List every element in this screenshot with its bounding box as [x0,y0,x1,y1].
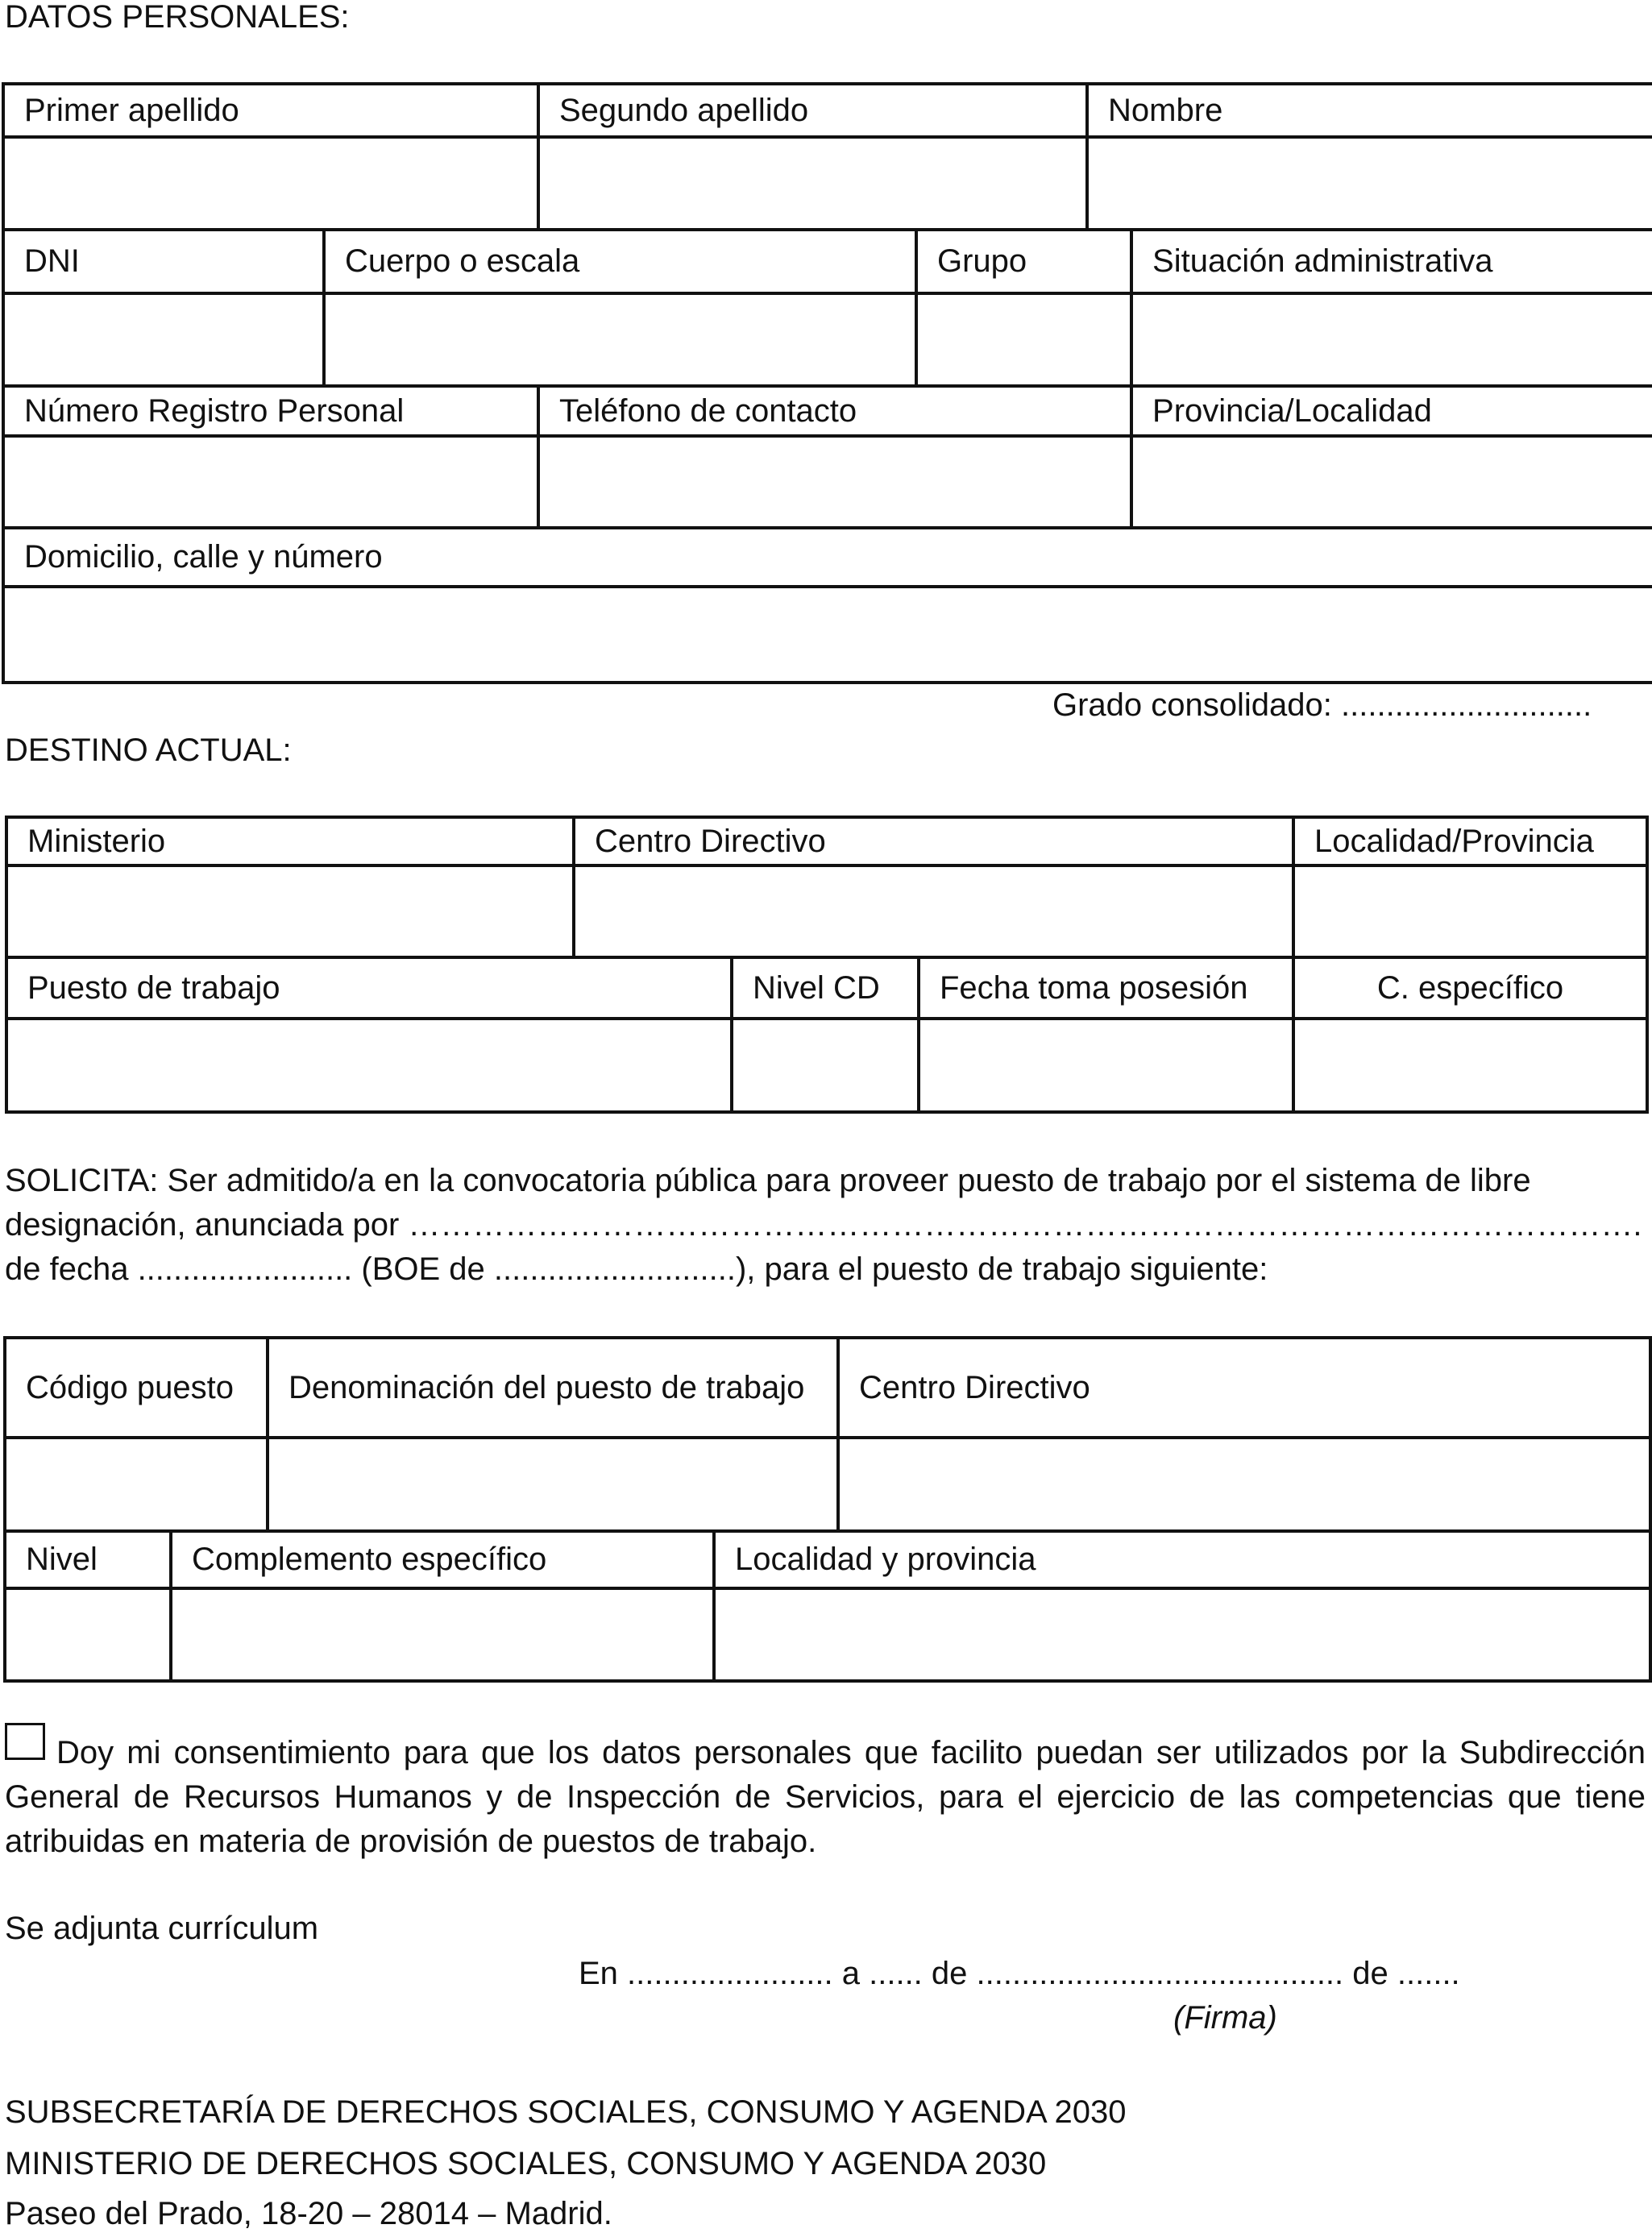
label-situacion-administrativa: Situación administrativa [1131,230,1652,293]
label-domicilio: Domicilio, calle y número [3,528,1652,587]
footer-subsecretaria: SUBSECRETARÍA DE DERECHOS SOCIALES, CONSUMO Y AGENDA 2030 [5,2094,1127,2130]
label-puesto-trabajo: Puesto de trabajo [6,957,732,1019]
label-nivel-cd: Nivel CD [732,957,919,1019]
label-primer-apellido: Primer apellido [3,84,538,137]
label-provincia-localidad: Provincia/Localidad [1131,386,1652,436]
label-cuerpo-escala: Cuerpo o escala [324,230,916,293]
field-cuerpo-escala[interactable] [324,293,916,386]
section-title-destino: DESTINO ACTUAL: [5,733,292,768]
label-localidad-y-provincia: Localidad y provincia [714,1531,1650,1588]
field-numero-registro-personal[interactable] [3,436,538,528]
field-provincia-localidad[interactable] [1131,436,1652,528]
field-nivel-cd[interactable] [732,1019,919,1112]
solicita-line-1: SOLICITA: Ser admitido/a en la convocatoria pública para proveer puesto de trabajo por el sistema de libre [5,1163,1531,1198]
footer-direccion: Paseo del Prado, 18-20 – 28014 – Madrid. [5,2196,612,2231]
field-nombre[interactable] [1087,137,1652,230]
field-domicilio[interactable] [3,587,1652,683]
solicita-line-3: de fecha ........................ (BOE de ...........................), para el puesto de trabajo siguiente: [5,1251,1268,1287]
label-c-especifico: C. específico [1293,957,1647,1019]
field-denominacion-puesto[interactable] [268,1438,838,1531]
destino-actual-table [5,816,1649,1114]
field-complemento-especifico[interactable] [171,1588,714,1681]
grado-consolidado: Grado consolidado: ............................ [1052,687,1592,723]
firma-label: (Firma) [1173,2000,1277,2036]
field-nivel[interactable] [5,1588,171,1681]
section-title-personal: DATOS PERSONALES: [5,0,350,35]
adjunta-curriculum: Se adjunta currículum [5,1911,319,1946]
label-centro-directivo-puesto: Centro Directivo [838,1338,1650,1438]
puesto-solicitado-table [3,1336,1652,1683]
label-dni: DNI [3,230,324,293]
field-centro-directivo-puesto[interactable] [838,1438,1650,1531]
field-localidad-y-provincia[interactable] [714,1588,1650,1681]
field-centro-directivo[interactable] [574,865,1293,957]
label-ministerio: Ministerio [6,817,574,865]
field-puesto-trabajo[interactable] [6,1019,732,1112]
label-nombre: Nombre [1087,84,1652,137]
label-codigo-puesto: Código puesto [5,1338,268,1438]
label-nivel: Nivel [5,1531,171,1588]
personal-data-table [2,82,1652,684]
field-localidad-provincia[interactable] [1293,865,1647,957]
field-ministerio[interactable] [6,865,574,957]
label-telefono-contacto: Teléfono de contacto [538,386,1131,436]
field-codigo-puesto[interactable] [5,1438,268,1531]
field-grupo[interactable] [916,293,1131,386]
consent-text: Doy mi consentimiento para que los datos personales que facilito puedan ser utilizados por la Subdirección General de Recursos Humanos y de Inspección de Servicios, para el ejercicio de las competencias que tiene atribuidas en materia de provisión de puestos de trabajo. [5,1735,1646,1859]
field-dni[interactable] [3,293,324,386]
field-telefono-contacto[interactable] [538,436,1131,528]
label-fecha-toma-posesion: Fecha toma posesión [919,957,1293,1019]
field-segundo-apellido[interactable] [538,137,1087,230]
field-primer-apellido[interactable] [3,137,538,230]
label-segundo-apellido: Segundo apellido [538,84,1087,137]
field-fecha-toma-posesion[interactable] [919,1019,1293,1112]
lugar-fecha-line: En ....................... a ...... de ......................................... de ....... [579,1956,1460,1991]
label-grupo: Grupo [916,230,1131,293]
label-localidad-provincia: Localidad/Provincia [1293,817,1647,865]
field-situacion-administrativa[interactable] [1131,293,1652,386]
label-numero-registro-personal: Número Registro Personal [3,386,538,436]
label-centro-directivo: Centro Directivo [574,817,1293,865]
field-c-especifico[interactable] [1293,1019,1647,1112]
label-denominacion-puesto: Denominación del puesto de trabajo [268,1338,838,1438]
footer-ministerio: MINISTERIO DE DERECHOS SOCIALES, CONSUMO Y AGENDA 2030 [5,2146,1047,2181]
solicita-line-2: designación, anunciada por ……………………………………………………………………………………………………. [5,1207,1642,1243]
label-complemento-especifico: Complemento específico [171,1531,714,1588]
